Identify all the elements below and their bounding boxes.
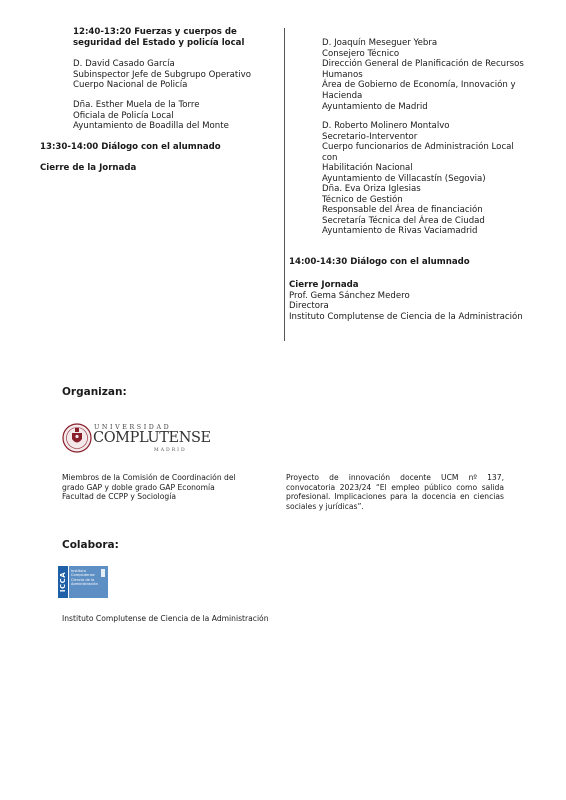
session-title-line-2: seguridad del Estado y policía local <box>73 38 245 48</box>
closing-role: Directora <box>289 301 329 312</box>
speaker-org: Ayuntamiento de Rivas Vaciamadrid <box>322 226 478 237</box>
speaker-role: Técnico de Gestión <box>322 194 403 205</box>
speaker-role: Consejero Técnico <box>322 48 400 59</box>
icca-logo-line: Complutense <box>71 573 95 578</box>
speaker-org: Dirección General de Planificación de Recursos <box>322 59 524 70</box>
closing-title: Cierre Jornada <box>289 280 359 290</box>
speaker-role: Subinspector Jefe de Subgrupo Operativo <box>73 69 252 80</box>
ucm-seal-icon <box>62 422 92 456</box>
innovation-project-text: Proyecto de innovación docente UCM nº 137, convocatoria 2023/24 “El empleo público como salida profesional. Implicaciones para la docencia en ciencias sociales y jurídicas”. <box>286 473 504 511</box>
speaker-role: Secretario-Interventor <box>322 131 418 142</box>
speaker-org: Área de Gobierno de Economía, Innovación y <box>322 80 516 91</box>
icca-text-panel <box>69 566 108 598</box>
closing-name: Prof. Gema Sánchez Medero <box>289 290 410 301</box>
speaker-name: D. David Casado García <box>73 59 175 69</box>
speaker-block <box>322 184 528 237</box>
speaker-org: Secretaría Técnica del Área de Ciudad <box>322 215 485 226</box>
closing-block <box>289 280 539 322</box>
icca-logo-text <box>71 569 98 587</box>
organizan-heading: Organizan: <box>62 386 127 398</box>
speaker-org: Hacienda <box>322 90 363 101</box>
speaker-org: Humanos <box>322 69 363 80</box>
speaker-org: Cuerpo Nacional de Policía <box>73 80 188 91</box>
speaker-block <box>322 38 528 112</box>
speaker-name: D. Roberto Molinero Montalvo <box>322 121 450 131</box>
icca-logo-line: Ciencia de la <box>71 577 95 582</box>
speaker-org: Responsable del Área de financiación <box>322 205 483 216</box>
logo-university-word: UNIVERSIDAD <box>94 424 172 431</box>
speaker-org: Ayuntamiento de Villacastín (Segovia) <box>322 173 486 184</box>
speaker-org: Habilitación Nacional <box>322 163 413 174</box>
speaker-org: Ayuntamiento de Boadilla del Monte <box>73 121 229 132</box>
icca-figure-icon <box>100 568 106 578</box>
closing-title: Cierre de la Jornada <box>40 163 137 173</box>
icca-logo <box>58 566 108 598</box>
icca-acronym-bar <box>58 566 68 598</box>
members-line: Miembros de la Comisión de Coordinación del <box>62 473 236 482</box>
speaker-org: Cuerpo funcionarios de Administración Local con <box>322 142 514 163</box>
icca-logo-line: Instituto <box>71 569 86 573</box>
speaker-name: Dña. Esther Muela de la Torre <box>73 100 200 110</box>
icca-logo-line: Administración <box>71 582 98 587</box>
members-line: grado GAP y doble grado GAP Economía <box>62 482 215 492</box>
colabora-institute: Instituto Complutense de Ciencia de la Administración <box>62 614 269 623</box>
session-title-line-1: 12:40-13:20 Fuerzas y cuerpos de <box>73 27 237 37</box>
colabora-heading: Colabora: <box>62 539 119 551</box>
speaker-name: Dña. Eva Oriza Iglesias <box>322 184 421 194</box>
closing-org: Instituto Complutense de Ciencia de la Administración <box>289 311 523 322</box>
speaker-name: D. Joaquín Meseguer Yebra <box>322 38 438 48</box>
members-line: Facultad de CCPP y Sociología <box>62 492 177 502</box>
dialogue-session: 14:00-14:30 Diálogo con el alumnado <box>289 257 470 267</box>
column-divider <box>284 28 285 341</box>
icca-acronym: ICCA <box>59 571 67 593</box>
organizers-members <box>62 473 236 502</box>
speaker-org: Ayuntamiento de Madrid <box>322 101 428 112</box>
speaker-role: Oficiala de Policía Local <box>73 110 174 121</box>
speaker-block <box>322 121 528 185</box>
dialogue-session: 13:30-14:00 Diálogo con el alumnado <box>40 142 221 152</box>
logo-complutense-word: COMPLUTENSE <box>93 430 211 446</box>
speaker-block <box>73 59 251 91</box>
ucm-logo <box>62 420 211 458</box>
logo-madrid-word: MADRID <box>154 448 187 453</box>
speaker-block <box>73 100 229 132</box>
